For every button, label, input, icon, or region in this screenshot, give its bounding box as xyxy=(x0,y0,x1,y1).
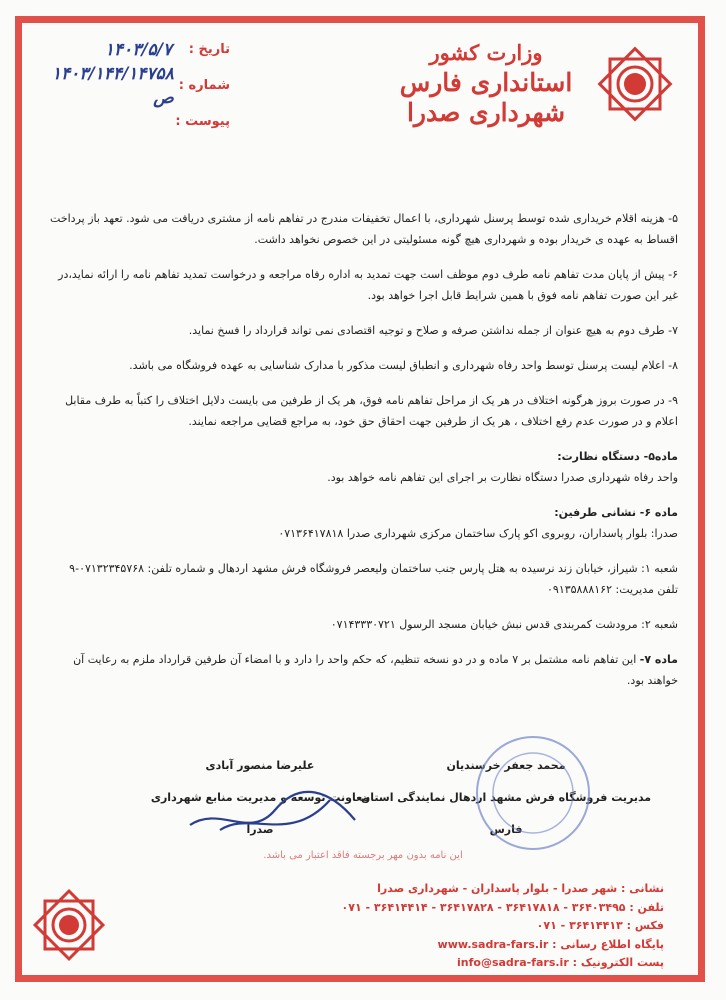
municipality-name: شهرداری صدرا xyxy=(406,98,566,127)
article-5-title: ماده۵- دستگاه نظارت: xyxy=(557,450,678,463)
signatory-right-name: محمد جعفر خرسندیان xyxy=(446,759,566,772)
date-label: تاریخ : xyxy=(188,42,230,57)
website-link[interactable]: www.sadra-fars.ir xyxy=(437,937,549,951)
signatory-left-title: معاونت توسعه و مدیریت منابع شهرداری صدرا xyxy=(150,791,370,836)
number-label: شماره : xyxy=(178,78,230,93)
ministry-name: وزارت کشور xyxy=(429,40,543,65)
municipality-logo xyxy=(594,43,676,125)
signature-scribble xyxy=(180,770,370,850)
website-label: پایگاه اطلاع رسانی : xyxy=(552,937,664,951)
article-7-title: ماده ۷- xyxy=(639,653,678,666)
clause-8: ۸- اعلام لیست پرسنل توسط واحد رفاه شهرداری و انطباق لیست مذکور با مدارک شناسایی به عهده فروشگاه می باشد. xyxy=(129,359,678,372)
letterhead-title xyxy=(381,38,591,128)
signatory-right-title: مدیریت فروشگاه فرش مشهد اردهال نمایندگی استان فارس xyxy=(360,791,652,836)
province-name: استانداری فارس xyxy=(399,68,573,97)
attachment-label: پیوست : xyxy=(175,114,230,129)
store-stamp xyxy=(468,728,598,858)
date-value: ۱۴۰۳/۵/۷ xyxy=(104,40,172,60)
letter-meta xyxy=(30,38,230,134)
clause-7: ۷- طرف دوم به هیچ عنوان از جمله نداشتن صرفه و صلاح و توجیه اقتصادی نمی تواند قرارداد را فسخ نماید. xyxy=(188,324,678,337)
article-6-title: ماده ۶- نشانی طرفین: xyxy=(554,506,678,519)
clause-5: ۵- هزینه اقلام خریداری شده توسط پرسنل شهرداری، با اعمال تخفیفات مندرج در تفاهم نامه از مشتری دریافت می شود. تعهد باز پرداخت اقساط به عهده ی خریدار بوده و شهرداری هیچ گونه مسئولیتی در این خصوص نخواهد داشت. xyxy=(50,212,678,246)
number-row xyxy=(30,62,230,110)
article-5-text: واحد رفاه شهرداری صدرا دستگاه نظارت بر اجرای این تفاهم نامه خواهد بود. xyxy=(327,471,678,484)
footer-logo xyxy=(30,886,108,964)
email-link[interactable]: info@sadra-fars.ir xyxy=(457,956,569,969)
number-value: ۱۴۰۳/۱۴۴/۱۴۷۵۸ ص xyxy=(51,64,174,108)
branch-2-address: شعبه ۲: مرودشت کمربندی قدس نبش خیابان مسجد الرسول ۰۷۱۴۳۳۳۰۷۲۱ xyxy=(330,618,678,631)
branch-1-address: شعبه ۱: شیراز، خیابان زند نرسیده به هتل پارس جنب ساختمان ولیعصر فروشگاه فرش مشهد اردهال و شماره تلفن: ۰۷۱۳۲۳۴۵۷۶۸-۹ xyxy=(69,562,678,575)
branch-1-mobile: تلفن مدیریت: ۰۹۱۳۵۸۸۸۱۶۲ xyxy=(547,583,678,596)
stamp-validity-note: این نامه بدون مهر برجسته فاقد اعتبار می باشد. xyxy=(263,850,463,861)
article-7 xyxy=(46,649,678,691)
clause-9: ۹- در صورت بروز هرگونه اختلاف در هر یک از مراحل تفاهم نامه فوق، هر یک از طرفین می بایست دلایل اختلاف را کتباً به طرف مقابل اعلام و در صورت عدم رفع اختلاف ، هر یک از طرفین جهت احقاق حق خود، به مراجع قضایی مراجعه نمایند. xyxy=(65,394,678,428)
footer-email-row xyxy=(324,954,664,973)
attachment-row xyxy=(30,110,230,134)
footer-address: نشانی : شهر صدرا - بلوار پاسداران - شهرداری صدرا xyxy=(377,882,664,895)
footer-fax: فکس : ۳۶۴۱۴۴۱۳ - ۰۷۱ xyxy=(536,919,664,932)
article-7-text: این تفاهم نامه مشتمل بر ۷ ماده و در دو نسخه تنظیم، که حکم واحد را دارد و با امضاء آن طرفین قرارداد ملزم به رعایت آن خواهند بود. xyxy=(73,653,678,687)
article-6-sadra-address: صدرا: بلوار پاسداران، روبروی اکو پارک ساختمان مرکزی شهرداری صدرا ۰۷۱۳۶۴۱۷۸۱۸ xyxy=(278,527,678,540)
date-row xyxy=(30,38,230,62)
email-label: پست الکترونیک : xyxy=(572,956,664,969)
footer-phone: تلفن : ۳۶۴۰۳۴۹۵ - ۳۶۴۱۷۸۱۸ - ۳۶۴۱۷۸۲۸ - ۳۶۴۱۴۴۱۴ - ۰۷۱ xyxy=(341,900,664,914)
letter-body xyxy=(46,208,678,705)
letter-footer xyxy=(324,880,664,973)
footer-website-row xyxy=(324,936,664,955)
signatory-left-name: علیرضا منصور آبادی xyxy=(205,759,315,772)
clause-6: ۶- پیش از پایان مدت تفاهم نامه طرف دوم موظف است جهت تمدید به اداره رفاه مراجعه و درخواست تمدید تفاهم نامه را ارائه نماید،در غیر این صورت تفاهم نامه فوق با همین شرایط قابل اجرا خواهد بود. xyxy=(58,268,678,302)
